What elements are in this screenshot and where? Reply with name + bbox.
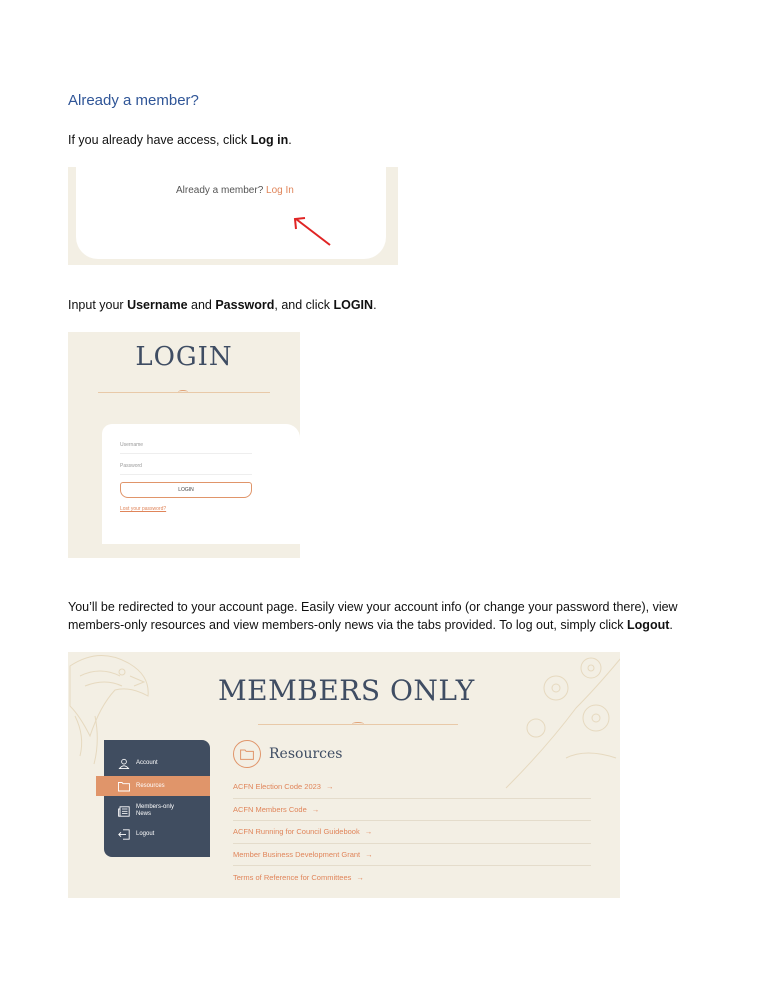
members-only-screenshot (68, 652, 620, 898)
logout-icon (118, 829, 130, 840)
members-only-title: MEMBERS ONLY (218, 674, 475, 707)
arrow-right-icon: → (325, 782, 334, 792)
instruction-account: You’ll be redirected to your account page. Easily view your account info (or change your password there), view members-only resources and view members-only news via the tabs provided. To log out, simply click Logout. (68, 600, 678, 632)
sidebar-item-label: Members-only News (136, 804, 175, 817)
user-icon (118, 758, 130, 769)
resources-list (233, 776, 591, 889)
sidebar-item-label: Account (136, 760, 158, 766)
resource-link[interactable]: Member Business Development Grant → (233, 844, 591, 867)
password-underline (120, 474, 252, 475)
folder-icon (118, 781, 130, 792)
newspaper-icon (118, 806, 130, 817)
login-prompt-screenshot (68, 167, 398, 265)
ornament-divider (258, 724, 458, 725)
ornament-divider (98, 392, 270, 393)
login-title: LOGIN (135, 342, 233, 372)
sidebar-item-label: Logout (136, 831, 155, 837)
resources-title: Resources (269, 746, 343, 762)
already-member-text: Already a member? Log In (176, 185, 294, 196)
prompt-card (76, 167, 386, 259)
folder-icon (233, 740, 261, 768)
instruction-credentials: Input your Username and Password, and click LOGIN. (68, 298, 377, 312)
instruction-login: If you already have access, click Log in. (68, 133, 292, 147)
login-form-screenshot (68, 332, 300, 558)
arrow-right-icon: → (311, 804, 320, 814)
sidebar-item-account[interactable] (104, 753, 218, 773)
username-underline (120, 453, 252, 454)
sidebar-item-news[interactable] (104, 800, 218, 822)
resource-link[interactable]: ACFN Running for Council Guidebook → (233, 821, 591, 844)
login-button[interactable]: LOGIN (120, 482, 252, 498)
lost-password-link[interactable]: Lost your password? (120, 506, 167, 512)
section-heading: Already a member? (68, 92, 199, 109)
resource-link[interactable]: ACFN Members Code → (233, 799, 591, 822)
sidebar-item-resources[interactable] (96, 776, 210, 796)
resources-header (233, 740, 342, 768)
login-form (102, 424, 300, 544)
account-sidebar (104, 740, 210, 857)
login-link[interactable]: Log In (266, 185, 294, 196)
username-field[interactable]: Username (120, 442, 144, 448)
resource-link[interactable]: Terms of Reference for Committees → (233, 872, 364, 882)
sidebar-item-label: Resources (136, 783, 165, 789)
red-arrow-icon (290, 215, 334, 249)
resource-link[interactable]: ACFN Election Code 2023 → (233, 776, 591, 799)
arrow-right-icon: → (365, 849, 373, 859)
arrow-right-icon: → (356, 872, 364, 882)
arrow-right-icon: → (364, 827, 373, 837)
sidebar-item-logout[interactable] (104, 824, 218, 844)
password-field[interactable]: Password (120, 463, 142, 469)
